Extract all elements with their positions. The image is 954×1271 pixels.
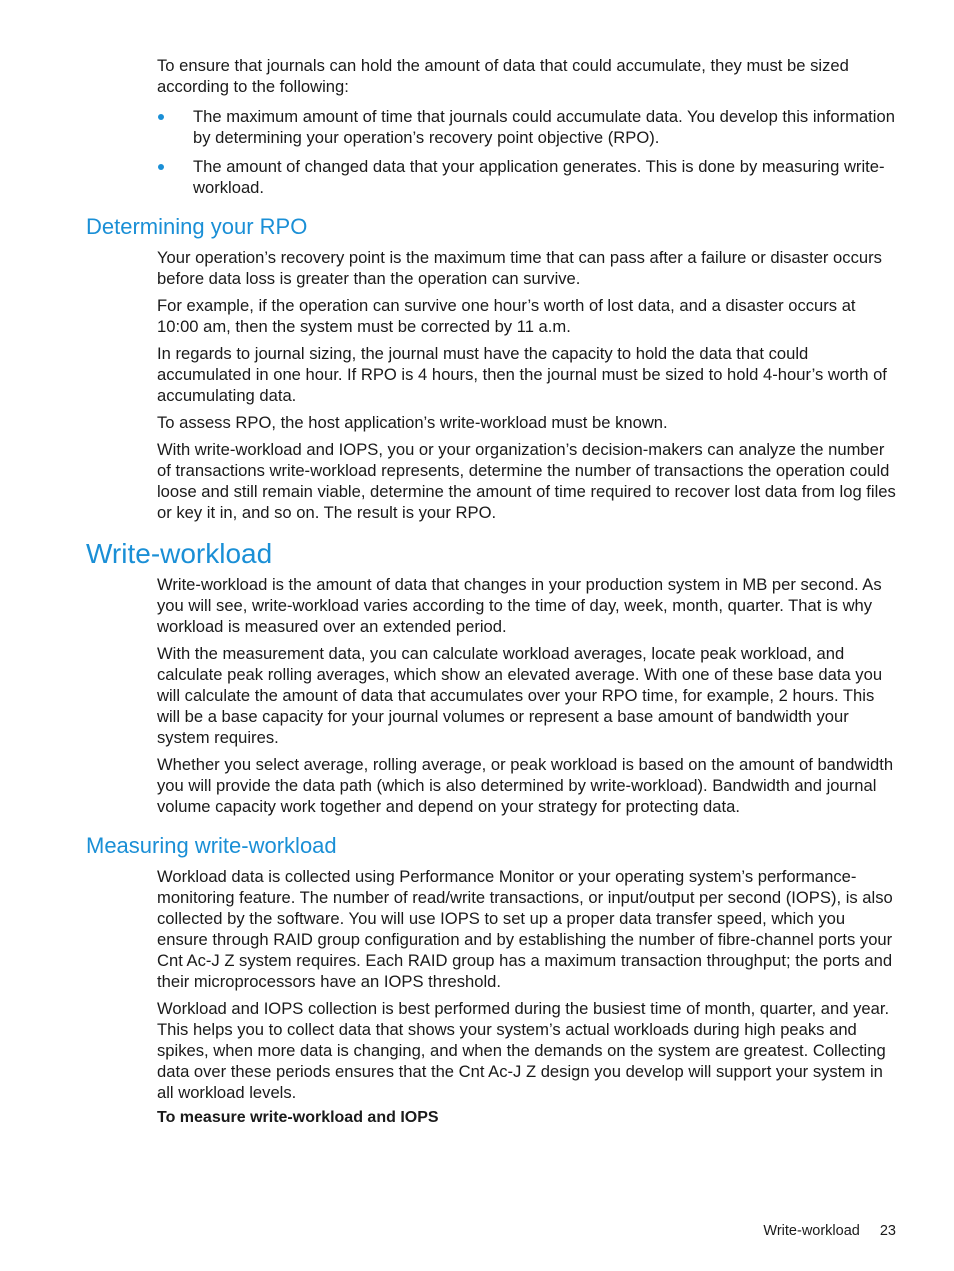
footer-section-name: Write-workload [763, 1223, 860, 1239]
procedure-heading: To measure write-workload and IOPS [157, 1109, 439, 1126]
rpo-paragraph-4: To assess RPO, the host application’s write-workload must be known. [157, 413, 668, 432]
page-footer [763, 1222, 896, 1240]
workload-paragraph-2: With the measurement data, you can calculate workload averages, locate peak workload, and calculate peak rolling averages, which show an elevated average. With one of these base data you will calculate the amount of data that accumulates over your RPO time, for example, 2 hours. This will be a base capacity for your journal volumes or represent a base amount of bandwidth your system requires. [157, 644, 883, 747]
heading-measuring-write-workload: Measuring write-workload [86, 833, 337, 858]
page-number: 23 [879, 1223, 896, 1239]
bullet-icon [158, 114, 164, 120]
measuring-paragraph-2: Workload and IOPS collection is best performed during the busiest time of month, quarter, and year. This helps you to collect data that shows your system’s actual workloads during high peaks and spikes, when more data is changing, and when the demands on the system are greatest. Collecting data over these periods ensures that the Cnt Ac-J Z design you develop will support your system in all workload levels. [157, 999, 890, 1102]
workload-paragraph-3: Whether you select average, rolling average, or peak workload is based on the amount of bandwidth you will provide the data path (which is also determined by write-workload). Bandwidth and journal volume capacity work together and depend on your strategy for protecting data. [157, 755, 894, 816]
list-item [157, 106, 899, 148]
workload-paragraph-1: Write-workload is the amount of data that changes in your production system in MB per second. As you will see, write-workload varies according to the time of day, week, month, quarter. That is why workload is measured over an extended period. [157, 575, 882, 636]
bullet-text: The amount of changed data that your application generates. This is done by measuring write-workload. [193, 157, 885, 197]
bullet-text: The maximum amount of time that journals could accumulate data. You develop this information by determining your operation’s recovery point objective (RPO). [193, 107, 895, 147]
heading-write-workload: Write-workload [86, 538, 273, 569]
list-item [157, 156, 899, 198]
intro-paragraph: To ensure that journals can hold the amount of data that could accumulate, they must be sized according to the following: [157, 56, 849, 96]
intro-bullet-list [157, 106, 899, 206]
rpo-paragraph-1: Your operation’s recovery point is the maximum time that can pass after a failure or disaster occurs before data loss is greater than the operation can survive. [157, 248, 882, 288]
bullet-icon [158, 164, 164, 170]
rpo-paragraph-3: In regards to journal sizing, the journal must have the capacity to hold the data that could accumulated in one hour. If RPO is 4 hours, then the journal must be sized to hold 4-hour’s worth of accumulating data. [157, 344, 887, 405]
measuring-paragraph-1: Workload data is collected using Performance Monitor or your operating system’s performance-monitoring feature. The number of read/write transactions, or input/output per second (IOPS), is also collected by the software. You will use IOPS to set up a proper data transfer speed, which you ensure through RAID group configuration and by establishing the number of fibre-channel ports your Cnt Ac-J Z system requires. Each RAID group has a maximum transaction throughput; the ports and their microprocessors have an IOPS threshold. [157, 867, 893, 991]
rpo-paragraph-2: For example, if the operation can survive one hour’s worth of lost data, and a disaster occurs at 10:00 am, then the system must be corrected by 11 a.m. [157, 296, 856, 336]
heading-determining-rpo: Determining your RPO [86, 214, 308, 239]
rpo-paragraph-5: With write-workload and IOPS, you or your organization’s decision-makers can analyze the number of transactions write-workload represents, determine the number of transactions the operation could loose and still remain viable, determine the amount of time required to recover lost data from log files or key it in, and so on. The result is your RPO. [157, 440, 896, 522]
